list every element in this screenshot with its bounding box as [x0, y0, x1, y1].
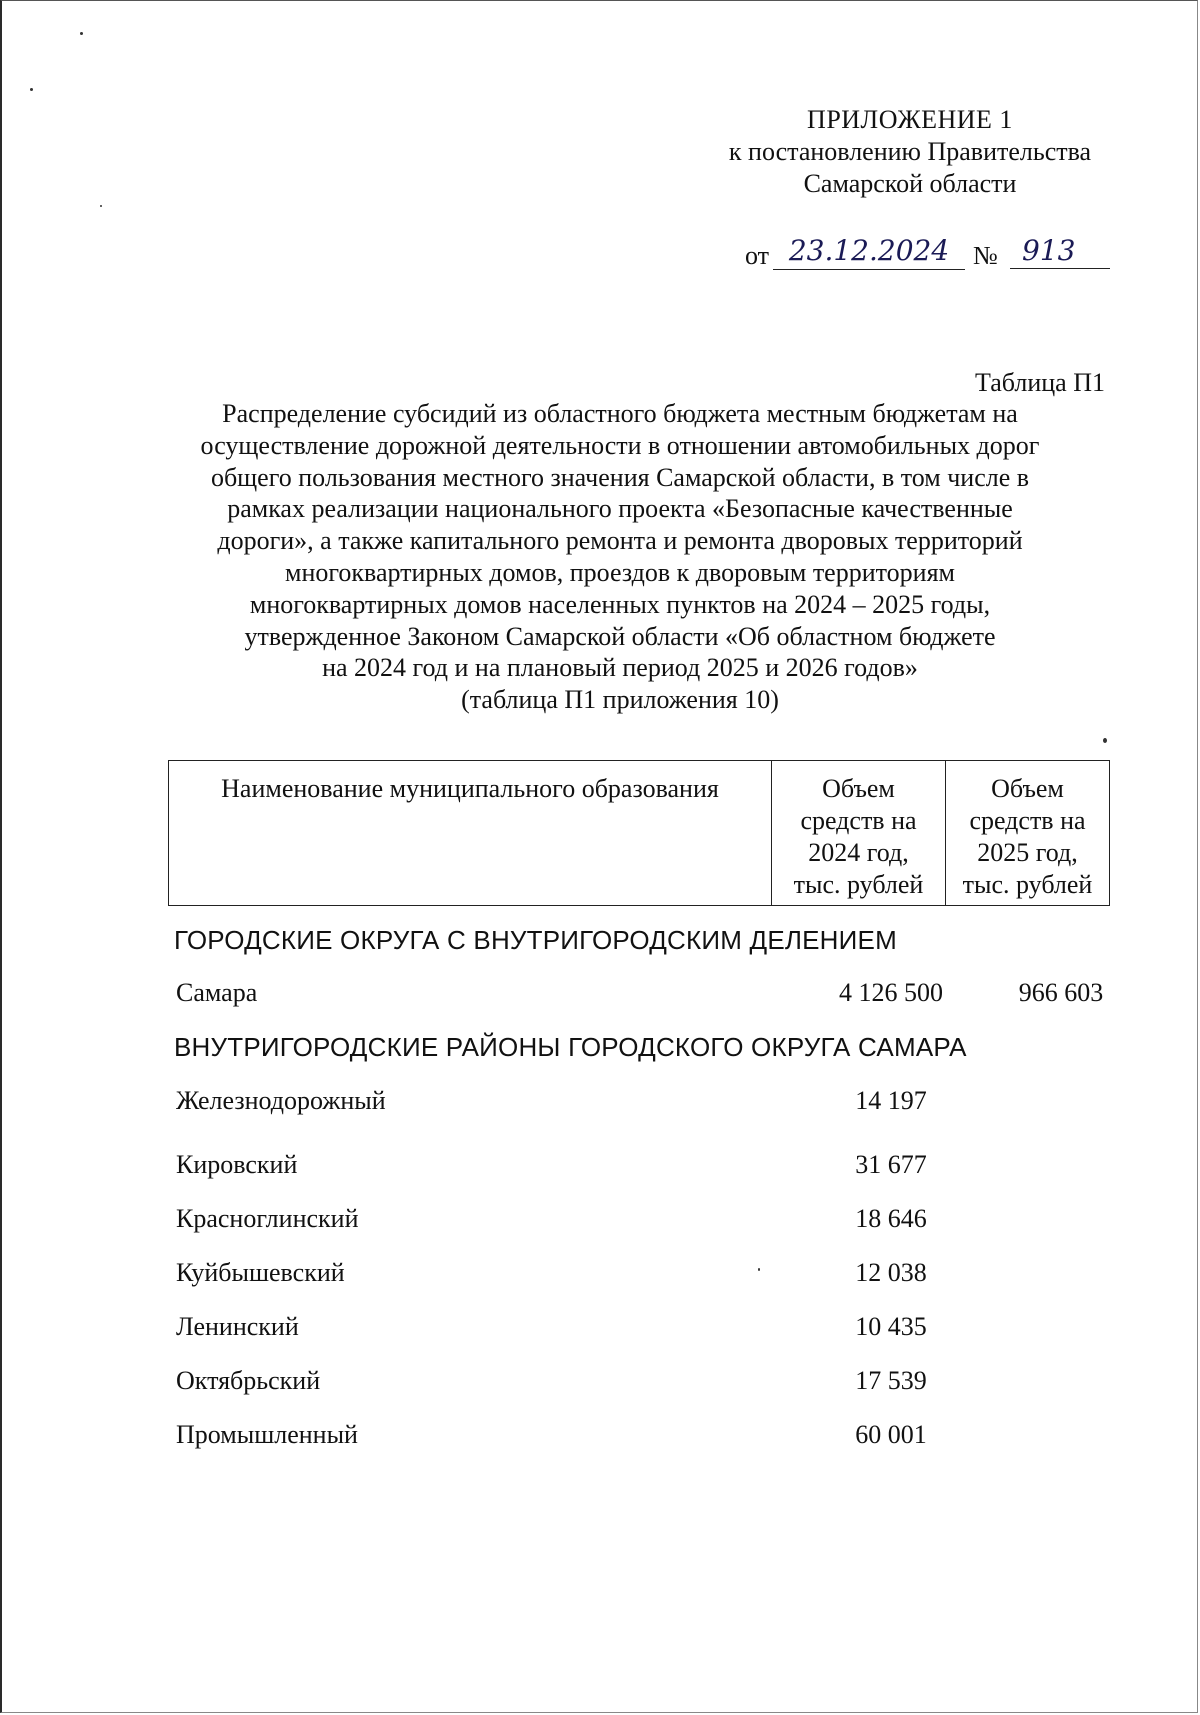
row-value-2024: 17 539: [855, 1366, 927, 1395]
title-line: многоквартирных домов населенных пунктов на 2024 – 2025 годы,: [249, 589, 991, 619]
resolution-number: 913: [1010, 233, 1110, 269]
number-sign: №: [973, 241, 998, 270]
table-header: [168, 760, 1110, 906]
column-header-name: [169, 761, 772, 906]
row-value-2025: 966 603: [1018, 978, 1104, 1007]
title-line: многоквартирных домов, проездов к дворовым территориям: [285, 557, 955, 587]
header-text: тыс. рублей: [962, 870, 1093, 899]
scan-speck: [30, 88, 33, 91]
header-text: Объем: [822, 774, 895, 803]
title-line: осуществление дорожной деятельности в отношении автомобильных дорог: [200, 430, 1040, 460]
table-row: [176, 1312, 1096, 1346]
title-line: общего пользования местного значения Самарской области, в том числе в: [210, 462, 1030, 492]
row-name: Железнодорожный: [176, 1086, 386, 1115]
section-title: ГОРОДСКИЕ ОКРУГА С ВНУТРИГОРОДСКИМ ДЕЛЕНИЕМ: [174, 925, 897, 955]
header-text: Объем: [991, 774, 1064, 803]
row-name: Кировский: [176, 1150, 298, 1179]
appendix-line-3: Самарской области: [803, 169, 1017, 198]
row-value-2024: 18 646: [855, 1204, 927, 1233]
scan-speck: [80, 32, 83, 35]
header-text: 2025 год,: [977, 838, 1078, 867]
row-name: Красноглинский: [176, 1204, 359, 1233]
appendix-header: [700, 104, 1120, 200]
row-value-2024: 31 677: [855, 1150, 927, 1179]
scan-speck: [1103, 738, 1107, 743]
row-name: Ленинский: [176, 1312, 299, 1341]
column-header-2024: [772, 761, 946, 906]
column-header-name-text: Наименование муниципального образования: [221, 774, 719, 803]
resolution-line: [745, 235, 1095, 275]
table-row: [176, 1150, 1096, 1184]
resolution-prefix: от: [745, 241, 770, 270]
title-line: утвержденное Законом Самарской области «Об областном бюджете: [244, 621, 996, 651]
row-name: Куйбышевский: [176, 1258, 345, 1287]
document-title: [170, 398, 1070, 716]
header-text: тыс. рублей: [793, 870, 924, 899]
row-value-2024: 60 001: [855, 1420, 927, 1449]
appendix-line-2: к постановлению Правительства: [728, 137, 1092, 166]
table-row: [176, 1366, 1096, 1400]
table-row: [176, 978, 1104, 1012]
title-line: Распределение субсидий из областного бюджета местным бюджетам на: [222, 399, 1018, 428]
title-line: рамках реализации национального проекта «Безопасные качественные: [227, 494, 1013, 524]
row-value-2024: 10 435: [855, 1312, 927, 1341]
header-text: средств на: [800, 806, 917, 835]
scan-speck: [100, 205, 102, 207]
title-line: на 2024 год и на плановый период 2025 и 2026 годов»: [322, 653, 918, 683]
row-name: Промышленный: [176, 1420, 358, 1449]
table-label: Таблица П1: [975, 368, 1105, 397]
appendix-title: ПРИЛОЖЕНИЕ 1: [807, 105, 1013, 134]
table-row: [176, 1204, 1096, 1238]
header-text: средств на: [969, 806, 1086, 835]
title-line: дороги», а также капитального ремонта и ремонта дворовых территорий: [217, 526, 1023, 556]
row-name: Самара: [176, 978, 258, 1007]
row-value-2024: 14 197: [855, 1086, 927, 1115]
row-value-2024: 4 126 500: [839, 978, 943, 1007]
table-row: [176, 1258, 1096, 1292]
section-title: ВНУТРИГОРОДСКИЕ РАЙОНЫ ГОРОДСКОГО ОКРУГА САМАРА: [174, 1032, 967, 1062]
row-name: Октябрьский: [176, 1366, 321, 1395]
table-row: [176, 1420, 1096, 1454]
header-text: 2024 год,: [808, 838, 909, 867]
row-value-2024: 12 038: [855, 1258, 927, 1287]
resolution-date: 23.12.2024: [773, 233, 965, 270]
column-header-2025: [946, 761, 1110, 906]
table-row: [176, 1086, 1096, 1120]
title-line: (таблица П1 приложения 10): [461, 685, 779, 715]
